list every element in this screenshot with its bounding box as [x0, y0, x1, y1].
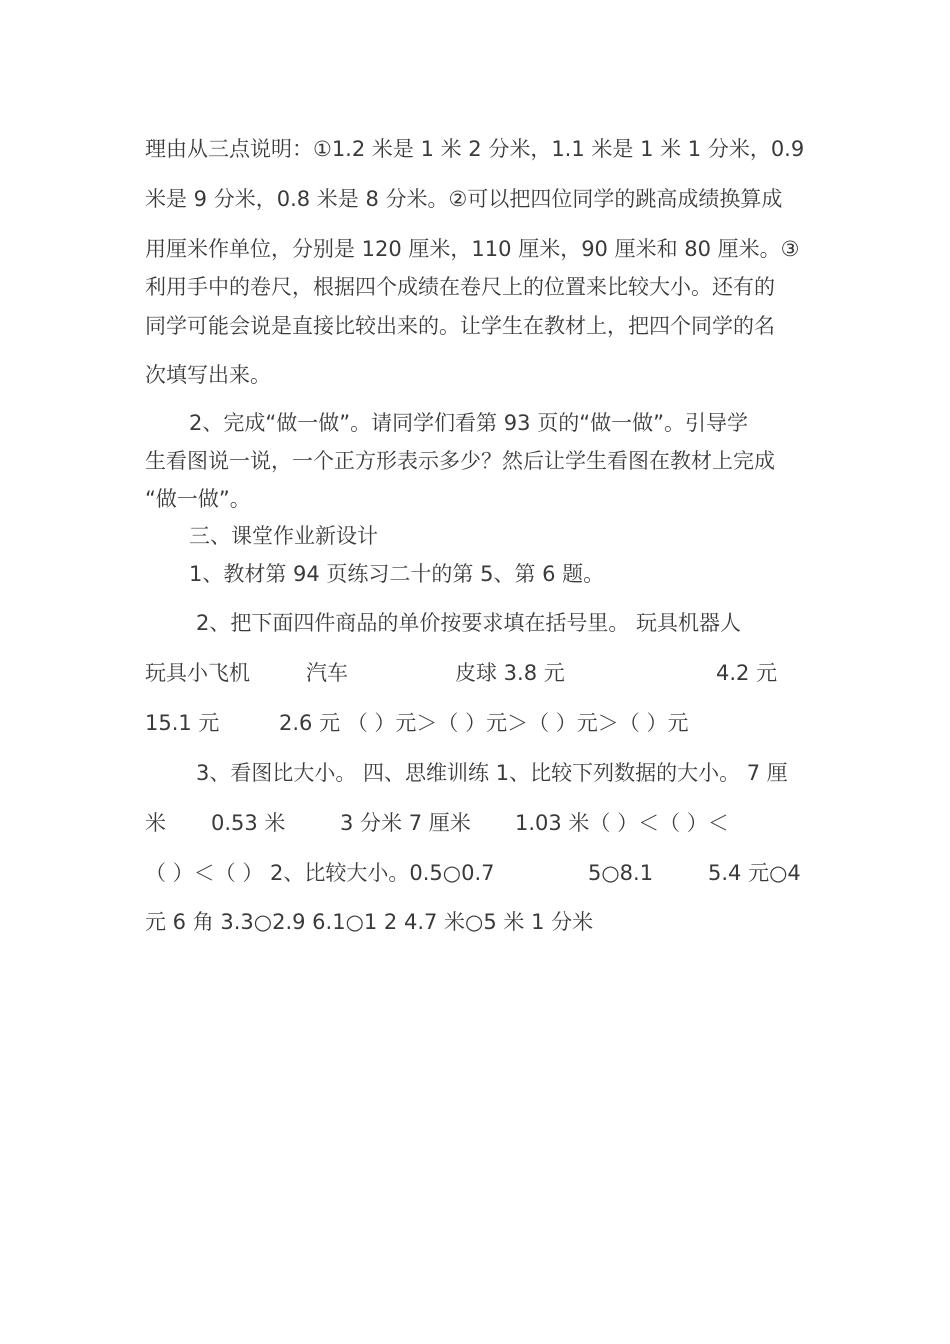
paragraph-line: “做一做”。	[145, 487, 251, 511]
paragraph-line: 元 6 角 3.3○2.9 6.1○1 2 4.7 米○5 米 1 分米	[145, 910, 594, 934]
paragraph-line: 利用手中的卷尺，根据四个成绩在卷尺上的位置来比较大小。还有的	[145, 275, 775, 299]
section-heading: 三、课堂作业新设计	[189, 524, 378, 548]
paragraph-line: 次填写出来。	[145, 363, 271, 387]
paragraph-line: 2、完成“做一做”。请同学们看第 93 页的“做一做”。引导学	[189, 411, 748, 435]
paragraph-line: 米是 9 分米，0.8 米是 8 分米。②可以把四位同学的跳高成绩换算成	[145, 187, 783, 211]
compare-item: 0.53 米	[211, 811, 286, 835]
compare-item: （ ）＜（ ） 2、比较大小。0.5○0.7	[145, 861, 495, 885]
product-price: 15.1 元	[145, 711, 220, 735]
ordering-blanks: 2.6 元 （ ）元＞（ ）元＞（ ）元＞（ ）元	[279, 711, 689, 735]
paragraph-line: 同学可能会说是直接比较出来的。让学生在教材上，把四个同学的名	[145, 314, 775, 338]
product-price: 4.2 元	[716, 661, 778, 685]
product-name: 汽车	[306, 661, 348, 685]
compare-item: 5.4 元○4	[708, 861, 801, 885]
paragraph-line: 3、看图比大小。 四、思维训练 1、比较下列数据的大小。 7 厘	[196, 761, 788, 785]
paragraph-line: 1、教材第 94 页练习二十的第 5、第 6 题。	[189, 562, 605, 586]
ordering-blanks: 1.03 米（ ）＜（ ）＜	[515, 811, 729, 835]
product-name: 皮球 3.8 元	[455, 661, 565, 685]
paragraph-line: 生看图说一说，一个正方形表示多少？然后让学生看图在教材上完成	[145, 449, 775, 473]
paragraph-line: 2、把下面四件商品的单价按要求填在括号里。 玩具机器人	[196, 611, 742, 635]
compare-item: 5○8.1	[588, 861, 654, 885]
paragraph-line: 用厘米作单位，分别是 120 厘米，110 厘米，90 厘米和 80 厘米。③	[145, 237, 800, 261]
compare-item: 米	[145, 811, 166, 835]
product-name: 玩具小飞机	[145, 661, 250, 685]
compare-item: 3 分米 7 厘米	[340, 811, 471, 835]
paragraph-line: 理由从三点说明：①1.2 米是 1 米 2 分米，1.1 米是 1 米 1 分米，0.9	[145, 137, 805, 161]
